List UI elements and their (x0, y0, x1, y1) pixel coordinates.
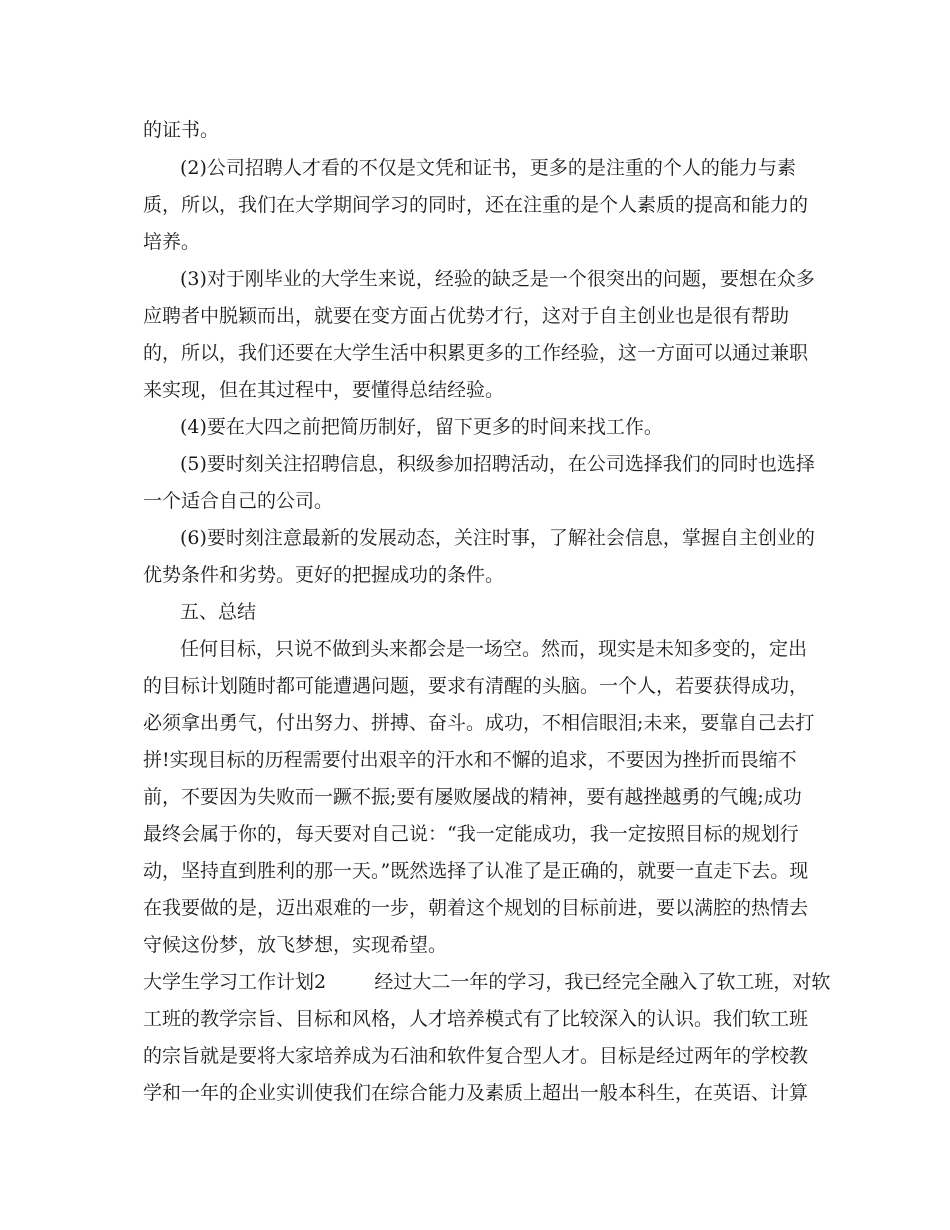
text-line: 应聘者中脱颖而出，就要在变方面占优势才行，这对于自主创业也是很有帮助 (143, 305, 790, 327)
text-line: (6)要时刻注意最新的发展动态，关注时事，了解社会信息，掌握自主创业的 (180, 527, 815, 549)
text-line: 的目标计划随时都可能遭遇问题，要求有清醒的头脑。一个人，若要获得成功， (143, 675, 809, 697)
text-line: 拼!实现目标的历程需要付出艰辛的汗水和不懈的追求，不要因为挫折而畏缩不 (143, 749, 797, 771)
text-line: 的，所以，我们还要在大学生活中积累更多的工作经验，这一方面可以通过兼职 (143, 342, 809, 364)
text-line: (3)对于刚毕业的大学生来说，经验的缺乏是一个很突出的问题，要想在众多 (180, 268, 815, 290)
text-line: 前，不要因为失败而一蹶不振;要有屡败屡战的精神，要有越挫越勇的气魄;成功 (143, 786, 802, 808)
text-line: 动，坚持直到胜利的那一天。”既然选择了认准了是正确的，就要一直走下去。现 (143, 860, 809, 882)
text-line: 工班的教学宗旨、目标和风格，人才培养模式有了比较深入的认识。我们软工班 (143, 1008, 809, 1030)
text-line: (5)要时刻关注招聘信息，积级参加招聘活动，在公司选择我们的同时也选择 (180, 453, 815, 475)
text-line: (4)要在大四之前把简历制好，留下更多的时间来找工作。 (180, 416, 663, 438)
text-line: 任何目标，只说不做到头来都会是一场空。然而，现实是未知多变的，定出 (180, 638, 808, 660)
text-line: 优势条件和劣势。更好的把握成功的条件。 (143, 564, 505, 586)
section-heading: 五、总结 (180, 601, 257, 623)
text-line: 来实现，但在其过程中，要懂得总结经验。 (143, 379, 505, 401)
text-line: (2)公司招聘人才看的不仅是文凭和证书，更多的是注重的个人的能力与素 (180, 157, 796, 179)
text-line: 大学生学习工作计划2 经过大二一年的学习，我已经完全融入了软工班，对软 (143, 971, 831, 993)
text-line: 最终会属于你的，每天要对自己说：“我一定能成功，我一定按照目标的规划行 (143, 823, 799, 845)
text-line: 学和一年的企业实训使我们在综合能力及素质上超出一般本科生，在英语、计算 (143, 1082, 809, 1104)
text-line: 一个适合自己的公司。 (143, 490, 334, 512)
text-line: 必须拿出勇气，付出努力、拼搏、奋斗。成功，不相信眼泪;未来，要靠自己去打 (143, 712, 815, 734)
text-line: 在我要做的是，迈出艰难的一步，朝着这个规划的目标前进，要以满腔的热情去 (143, 897, 809, 919)
text-line: 的宗旨就是要将大家培养成为石油和软件复合型人才。目标是经过两年的学校教 (143, 1045, 809, 1067)
text-line: 守候这份梦，放飞梦想，实现希望。 (143, 934, 448, 956)
text-line: 培养。 (143, 231, 201, 253)
text-line: 的证书。 (143, 119, 220, 141)
text-line: 质，所以，我们在大学期间学习的同时，还在注重的是个人素质的提高和能力的 (143, 194, 809, 216)
